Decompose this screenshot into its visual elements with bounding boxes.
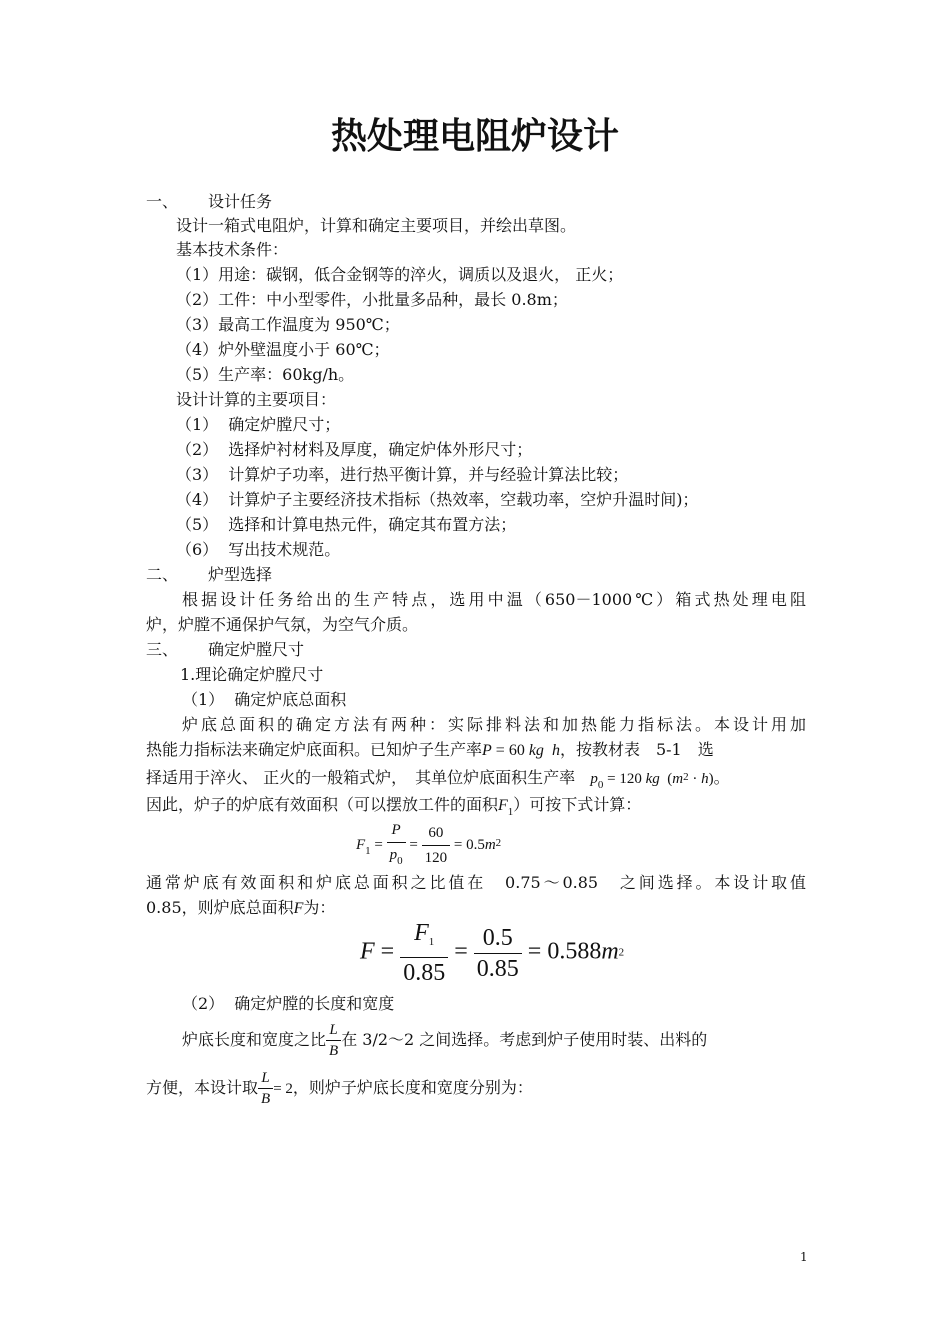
section-2-paragraph-line-2: 炉，炉膛不通保护气氛，为空气介质。 bbox=[146, 615, 419, 634]
condition-3: （3）最高工作温度为 950℃； bbox=[176, 315, 400, 334]
item-text: 确定炉底总面积 bbox=[234, 690, 347, 709]
item-number: （1） bbox=[176, 415, 219, 434]
subsection-1-1-heading bbox=[182, 688, 346, 712]
paragraph-text: 方便，本设计取 bbox=[146, 1078, 259, 1097]
subsection-1-2-heading bbox=[182, 992, 394, 1016]
ratio-value: = 2 bbox=[273, 1081, 293, 1097]
item-text: 计算炉子主要经济技术指标（热效率，空载功率，空炉升温时间)； bbox=[228, 490, 699, 509]
section-title: 设计任务 bbox=[208, 192, 273, 211]
fraction-f1-over-085: $\frac{F_1}{0.85}$ bbox=[400, 918, 448, 988]
paragraph-1-line-1 bbox=[182, 713, 806, 737]
item-text: 计算炉子功率，进行热平衡计算，并与经验计算法比较； bbox=[228, 465, 629, 484]
condition-4: （4）炉外壁温度小于 60℃； bbox=[176, 340, 390, 359]
section-3-heading bbox=[146, 638, 304, 662]
item-text: 选择和计算电热元件，确定其布置方法； bbox=[228, 515, 517, 534]
item-number: （5） bbox=[176, 515, 219, 534]
subsection-1-heading: 1.理论确定炉膛尺寸 bbox=[180, 665, 324, 684]
paragraph-2-line-1 bbox=[146, 871, 806, 895]
section-title: 炉型选择 bbox=[208, 565, 273, 584]
section-title: 确定炉膛尺寸 bbox=[208, 640, 305, 659]
paragraph-3-line-2 bbox=[146, 1064, 533, 1113]
section-number: 三、 bbox=[146, 640, 179, 659]
paragraph-text: 热能力指标法来确定炉底面积。已知炉子生产率 bbox=[146, 740, 483, 759]
paragraph-1-line-4: 因此，炉子的炉底有效面积（可以摆放工件的面积$F_1$）可按下式计算： bbox=[146, 795, 642, 818]
paragraph-text: 根据设计任务给出的生产特点，选用中温（650－1000℃）箱式热处理电阻 bbox=[182, 590, 806, 609]
items-heading: 设计计算的主要项目： bbox=[176, 390, 337, 409]
paragraph-text: 通常炉底有效面积和炉底总面积之比值在 0.75～0.85 之间选择。本设计取值 bbox=[146, 873, 806, 892]
paragraph-3-line-1 bbox=[182, 1016, 806, 1064]
equation-effective-area: $F_1$ = $\frac{P}{p_0}$ = $\frac{60}{120}$ = $0.5m^2$ bbox=[356, 818, 501, 873]
item-6 bbox=[176, 538, 340, 562]
paragraph-text: 炉底长度和宽度之比 bbox=[182, 1030, 327, 1049]
item-number: （2） bbox=[176, 440, 219, 459]
item-4 bbox=[176, 488, 698, 512]
paragraph-2-line-2 bbox=[146, 896, 335, 921]
fraction-p-over-p0: $\frac{P}{p_0}$ bbox=[387, 818, 406, 873]
paragraph-text: 为： bbox=[303, 898, 336, 917]
condition-1: （1）用途：碳钢，低合金钢等的淬火，调质以及退火， 正火； bbox=[176, 265, 624, 284]
item-text: 写出技术规范。 bbox=[228, 540, 341, 559]
paragraph-1-line-2 bbox=[146, 738, 714, 763]
item-3 bbox=[176, 463, 628, 487]
paragraph-text: ）可按下式计算： bbox=[513, 795, 642, 814]
item-text: 确定炉膛的长度和宽度 bbox=[234, 994, 395, 1013]
section-1-heading bbox=[146, 190, 272, 214]
item-number: （3） bbox=[176, 465, 219, 484]
unit-productivity-formula: $p_0 = 120$ kg $(m^2 \cdot h)$ bbox=[590, 771, 714, 791]
paragraph-text: 择适用于淬火、 正火的一般箱式炉， 其单位炉底面积生产率 bbox=[146, 768, 576, 787]
item-text: 确定炉膛尺寸； bbox=[228, 415, 341, 434]
item-number: （2） bbox=[182, 994, 225, 1013]
condition-2: （2）工件：中小型零件，小批量多品种，最长 0.8m； bbox=[176, 290, 568, 309]
fraction-l-over-b: $\frac{L}{B}$ bbox=[326, 1020, 341, 1061]
item-1 bbox=[176, 413, 340, 437]
paragraph-text: 在 3/2～2 之间选择。考虑到炉子使用时装、出料的 bbox=[341, 1030, 708, 1049]
item-5 bbox=[176, 513, 516, 537]
paragraph-text: 0.85，则炉底总面积 bbox=[146, 898, 294, 917]
productivity-formula: P = 60 kg h bbox=[482, 742, 560, 759]
section-2-heading bbox=[146, 563, 272, 587]
task-text: 设计一箱式电阻炉，计算和确定主要项目，并绘出草图。 bbox=[176, 216, 577, 235]
page-title: 热处理电阻炉设计 bbox=[330, 116, 619, 157]
section-number: 二、 bbox=[146, 565, 179, 584]
item-text: 选择炉衬材料及厚度，确定炉体外形尺寸； bbox=[228, 440, 533, 459]
fraction-60-over-120: $\frac{60}{120}$ bbox=[422, 821, 451, 870]
item-number: （6） bbox=[176, 540, 219, 559]
basic-conditions-heading: 基本技术条件： bbox=[176, 240, 289, 259]
fraction-05-over-085: $\frac{0.5}{0.85}$ bbox=[474, 923, 522, 984]
condition-5: （5）生产率：60kg/h。 bbox=[176, 365, 355, 384]
item-number: （1） bbox=[182, 690, 225, 709]
variable-f1: F bbox=[498, 797, 508, 814]
fraction-l-over-b: $\frac{L}{B}$ bbox=[258, 1068, 273, 1109]
variable-f: F bbox=[293, 900, 304, 917]
page-number: 1 bbox=[800, 1250, 808, 1264]
item-number: （4） bbox=[176, 490, 219, 509]
section-2-paragraph-line-1 bbox=[182, 588, 806, 612]
paragraph-text: 炉底总面积的确定方法有两种：实际排料法和加热能力指标法。本设计用加 bbox=[182, 715, 806, 734]
paragraph-text: 。 bbox=[713, 768, 730, 787]
paragraph-text: 因此，炉子的炉底有效面积（可以摆放工件的面积 bbox=[146, 795, 499, 814]
section-number: 一、 bbox=[146, 192, 179, 211]
paragraph-text: ，则炉子炉底长度和宽度分别为： bbox=[292, 1078, 533, 1097]
paragraph-text: ，按教材表 5-1 选 bbox=[559, 740, 714, 759]
equation-total-area: F = $\frac{F_1}{0.85}$ = $\frac{0.5}{0.85}$ = $0.588m^2$ bbox=[360, 920, 625, 986]
item-2 bbox=[176, 438, 532, 462]
